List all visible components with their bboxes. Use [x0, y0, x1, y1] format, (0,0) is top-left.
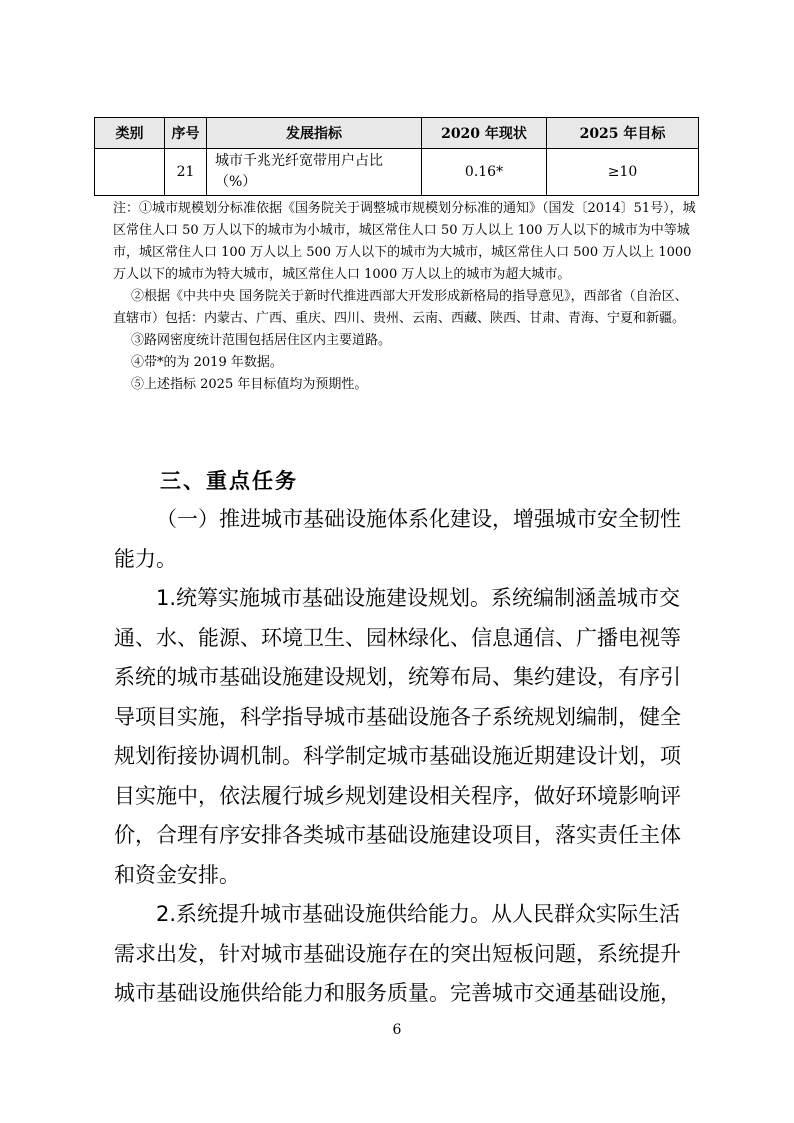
- table-header-row: [95, 118, 699, 149]
- paragraph-2-body: 从人民群众实际生活需求出发，针对城市基础设施存在的突出短板问题，系统提升城市基础设施供给能力和服务质量。完善城市交通基础设施，: [114, 902, 681, 1005]
- note-2: ②根据《中共中央 国务院关于新时代推进西部大开发形成新格局的指导意见》，西部省（自治区、直辖市）包括：内蒙古、广西、重庆、四川、贵州、云南、西藏、陕西、甘肃、青海、宁夏和新疆。: [113, 289, 688, 326]
- paragraph-1: [114, 579, 698, 895]
- paragraph-1-title: 1.统筹实施城市基础设施建设规划。: [156, 586, 492, 610]
- column-header: 序号: [165, 118, 207, 149]
- note-4: ④带*的为 2019 年数据。: [131, 355, 283, 370]
- index-cell: 21: [165, 149, 207, 196]
- indicator-table: [94, 117, 699, 196]
- page-number: 6: [392, 1022, 402, 1038]
- current-value-cell: 0.16*: [422, 149, 547, 196]
- column-header: 2020 年现状: [422, 118, 547, 149]
- column-header: 类别: [95, 118, 165, 149]
- paragraph-2: [114, 895, 698, 1014]
- indicator-cell: [207, 149, 422, 196]
- paragraph-2-title: 2.系统提升城市基础设施供给能力。: [156, 902, 492, 926]
- table-row: [95, 149, 699, 196]
- column-header: 发展指标: [207, 118, 422, 149]
- column-header: 2025 年目标: [547, 118, 699, 149]
- category-cell: [95, 149, 165, 196]
- indicator-name: 城市千兆光纤宽带用户占比: [215, 153, 383, 169]
- section-title: 三、重点任务: [160, 469, 298, 493]
- subsection-title: （一）推进城市基础设施体系化建设，增强城市安全韧性能力。: [114, 507, 681, 571]
- note-5: ⑤上述指标 2025 年目标值均为预期性。: [131, 377, 368, 392]
- target-value-cell: ≥10: [547, 149, 699, 196]
- note-3: ③路网密度统计范围包括居住区内主要道路。: [131, 333, 392, 348]
- body-text: [114, 500, 698, 1014]
- paragraph-1-body: 系统编制涵盖城市交通、水、能源、环境卫生、园林绿化、信息通信、广播电视等系统的城市基础设施建设规划，统筹布局、集约建设，有序引导项目实施，科学指导城市基础设施各子系统规划编制，健全规划衔接协调机制。科学制定城市基础设施近期建设计划，项目实施中，依法履行城乡规划建设相关程序，做好环境影响评价，合理有序安排各类城市基础设施建设项目，落实责任主体和资金安排。: [114, 586, 681, 887]
- note-1: 注：①城市规模划分标准依据《国务院关于调整城市规模划分标准的通知》（国发〔2014〕51号），城区常住人口 50 万人以下的城市为小城市，城区常住人口 50 万人以上 100 万人以下的城市为中等城市，城区常住人口 100 万人以上 500 万人以下的城市为大城市，城区常住人口 500 万人以上 1000 万人以下的城市为特大城市，城区常住人口 1000 万人以上的城市为超大城市。: [113, 201, 696, 282]
- indicator-unit: （%）: [215, 174, 257, 190]
- table-notes: [113, 198, 698, 396]
